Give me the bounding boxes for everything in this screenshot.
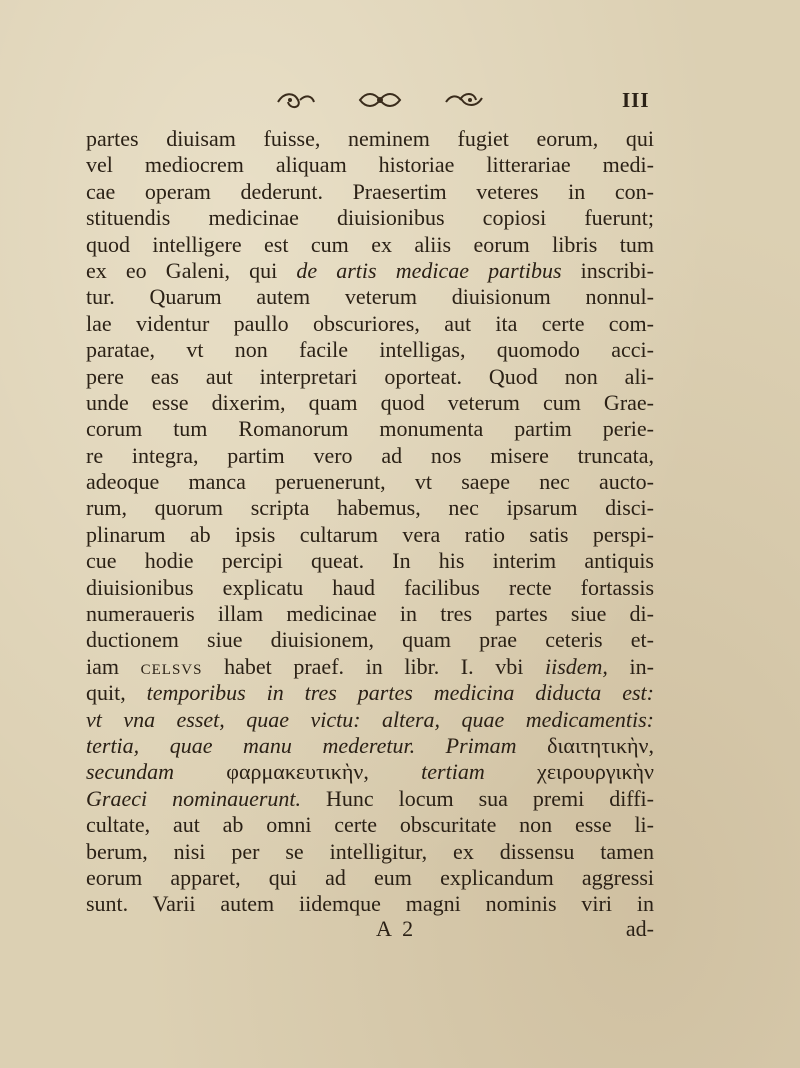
text-line <box>86 839 654 865</box>
text-run: rum, quorum scripta habemus, nec ipsarum disci- <box>86 495 654 521</box>
text-line <box>86 443 654 469</box>
text-line <box>86 786 654 812</box>
text-run: in- <box>607 653 654 679</box>
text-run: sunt. Varii autem iidemque magni nominis viri in <box>86 891 654 917</box>
text-run: tur. Quarum autem veterum diuisionum nonnul- <box>86 284 654 310</box>
text-line <box>86 416 654 442</box>
italic-run: de artis medicae partibus <box>296 257 562 283</box>
text-run: eorum apparet, qui ad eum explicandum aggressi <box>86 864 654 890</box>
text-run: plinarum ab ipsis cultarum vera ratio satis perspi- <box>86 521 654 547</box>
page-number: III <box>622 88 650 112</box>
text-line <box>86 601 654 627</box>
text-run: ex eo Galeni, qui <box>86 257 297 283</box>
text-run: unde esse dixerim, quam quod veterum cum Grae- <box>86 389 654 415</box>
text-line <box>86 232 654 258</box>
text-run: inscribi- <box>561 257 654 283</box>
text-line <box>86 680 654 706</box>
text-run: lae videntur paullo obscuriores, aut ita certe com- <box>86 310 654 336</box>
text-run: adeoque manca peruenerunt, vt saepe nec aucto- <box>86 469 654 495</box>
text-line <box>86 469 654 495</box>
text-run: διαιτητικὴν, <box>516 732 654 758</box>
italic-run: iisdem, <box>544 653 608 679</box>
text-line <box>86 179 654 205</box>
page-footer <box>86 916 654 942</box>
text-run: re integra, partim vero ad nos misere truncata, <box>86 442 654 468</box>
small-caps-run: celsvs <box>140 653 203 679</box>
text-run: cultate, aut ab omni certe obscuritate non esse li- <box>86 812 654 838</box>
italic-run: temporibus in tres partes medicina diducta est: <box>146 680 654 706</box>
text-line <box>86 390 654 416</box>
printers-ornament-icon <box>270 88 490 112</box>
catchword: ad- <box>625 916 654 941</box>
text-line <box>86 311 654 337</box>
text-run: cue hodie percipi queat. In his interim antiquis <box>86 548 654 574</box>
body-text <box>86 126 654 918</box>
text-line <box>86 891 654 917</box>
text-run: pere eas aut interpretari oporteat. Quod non ali- <box>86 363 654 389</box>
text-line <box>86 627 654 653</box>
text-run: χειρουργικὴν <box>484 759 654 785</box>
text-run: iam <box>86 653 141 679</box>
text-run: corum tum Romanorum monumenta partim perie- <box>86 416 654 442</box>
italic-run: tertia, quae manu mederetur. Primam <box>86 732 517 758</box>
text-run: vel mediocrem aliquam historiae litterariae medi- <box>86 152 654 178</box>
text-line <box>86 654 654 680</box>
italic-run: vt vna esset, quae victu: altera, quae medicamentis: <box>86 706 654 732</box>
text-run: partes diuisam fuisse, neminem fugiet eorum, qui <box>86 126 654 151</box>
text-line <box>86 548 654 574</box>
text-line <box>86 258 654 284</box>
italic-run: tertiam <box>421 759 485 785</box>
text-line <box>86 575 654 601</box>
text-run: quod intelligere est cum ex aliis eorum libris tum <box>86 231 654 257</box>
text-run: cae operam dederunt. Praesertim veteres in con- <box>86 178 654 204</box>
text-line <box>86 759 654 785</box>
text-run: quit, <box>86 680 147 706</box>
text-line <box>86 495 654 521</box>
text-line <box>86 733 654 759</box>
text-run: berum, nisi per se intelligitur, ex dissensu tamen <box>86 838 654 864</box>
text-line <box>86 364 654 390</box>
text-run: stituendis medicinae diuisionibus copiosi fuerunt; <box>86 205 654 231</box>
text-run: diuisionibus explicatu haud facilibus recte fortassis <box>86 574 654 600</box>
text-line <box>86 205 654 231</box>
text-run: Hunc locum sua premi diffi- <box>301 785 654 811</box>
text-run: numeraueris illam medicinae in tres partes siue di- <box>86 601 654 627</box>
italic-run: Graeci nominauerunt. <box>86 785 302 811</box>
text-run: paratae, vt non facile intelligas, quomodo acci- <box>86 337 654 363</box>
text-run: ductionem siue diuisionem, quam prae ceteris et- <box>86 627 654 653</box>
signature-mark: A 2 <box>376 916 417 941</box>
text-line <box>86 522 654 548</box>
text-run: habet praef. in libr. I. vbi <box>202 653 545 679</box>
text-line <box>86 707 654 733</box>
text-line <box>86 865 654 891</box>
italic-run: secundam <box>86 759 174 785</box>
text-line <box>86 126 654 152</box>
text-line <box>86 812 654 838</box>
text-line <box>86 337 654 363</box>
text-line <box>86 152 654 178</box>
text-line <box>86 284 654 310</box>
text-run: φαρμακευτικὴν, <box>173 759 422 785</box>
